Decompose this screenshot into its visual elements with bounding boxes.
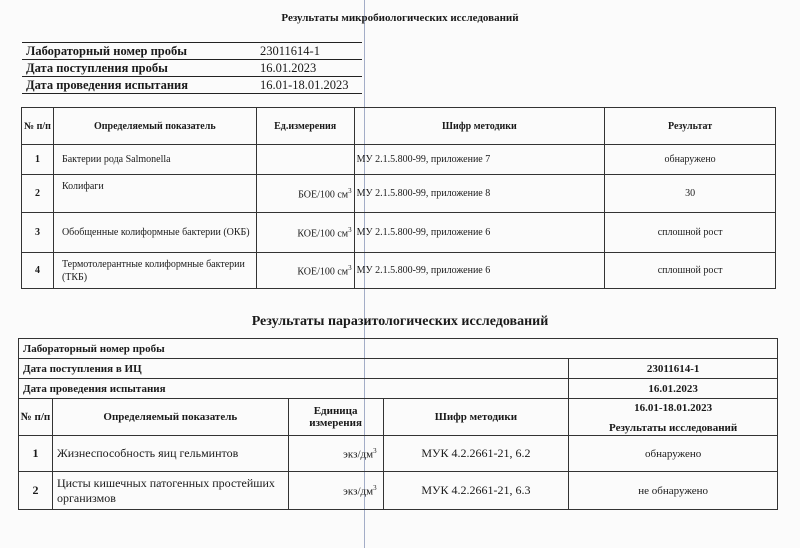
col-header-result: Результаты исследований [609, 422, 738, 434]
meta-label: Лабораторный номер пробы [19, 339, 778, 359]
meta-row [19, 339, 778, 359]
col-header-num: № п/п [19, 399, 53, 436]
meta-label: Дата проведения испытания [19, 379, 569, 399]
unit-text: экз/дм [343, 448, 374, 461]
unit-sup: 3 [373, 483, 377, 492]
meta-row [22, 43, 362, 60]
unit-text: экз/дм [343, 485, 374, 498]
row-num: 3 [22, 213, 54, 253]
table-row [19, 436, 778, 472]
row-num: 1 [19, 436, 53, 472]
meta-value: 23011614-1 [569, 359, 778, 379]
unit-sup: 3 [348, 186, 352, 195]
unit-sup: 3 [373, 446, 377, 455]
row-method: МУ 2.1.5.800-99, приложение 6 [354, 213, 605, 253]
unit-text: БОЕ/100 см [298, 189, 349, 201]
meta-value: 16.01-18.01.2023 [256, 77, 362, 94]
row-unit [288, 472, 383, 510]
row-method: МУ 2.1.5.800-99, приложение 7 [354, 145, 605, 175]
row-result: не обнаружено [569, 472, 778, 510]
col-header-unit: Единица измерения [288, 399, 383, 436]
row-indicator: Бактерии рода Salmonella [53, 145, 256, 175]
row-indicator: Термотолерантные колиформные бактерии (ТКБ) [53, 253, 256, 289]
row-method: МУК 4.2.2661-21, 6.3 [383, 472, 569, 510]
row-unit [256, 213, 354, 253]
micro-title: Результаты микробиологических исследований [281, 12, 519, 24]
table-row [22, 145, 776, 175]
meta-row [22, 77, 362, 94]
extra-date-cell [569, 399, 778, 436]
row-num: 2 [22, 175, 54, 213]
table-header-row [22, 108, 776, 145]
meta-row [19, 379, 778, 399]
meta-value: 23011614-1 [256, 43, 362, 60]
row-result: сплошной рост [605, 253, 776, 289]
row-unit [256, 175, 354, 213]
row-indicator: Жизнеспособность яиц гельминтов [52, 436, 288, 472]
row-indicator: Цисты кишечных патогенных простейших организмов [52, 472, 288, 510]
table-row [22, 213, 776, 253]
row-num: 2 [19, 472, 53, 510]
row-num: 4 [22, 253, 54, 289]
table-header-row [19, 399, 778, 436]
meta-value: 16.01.2023 [569, 379, 778, 399]
meta-label: Дата поступления пробы [22, 60, 256, 77]
row-unit [256, 253, 354, 289]
meta-label: Дата поступления в ИЦ [19, 359, 569, 379]
row-result: сплошной рост [605, 213, 776, 253]
col-header-indicator: Определяемый показатель [53, 108, 256, 145]
row-method: МУ 2.1.5.800-99, приложение 6 [354, 253, 605, 289]
col-header-result: Результат [605, 108, 776, 145]
row-result: обнаружено [569, 436, 778, 472]
extra-date-value: 16.01-18.01.2023 [634, 402, 713, 414]
row-num: 1 [22, 145, 54, 175]
row-indicator: Колифаги [53, 175, 256, 213]
col-header-num: № п/п [22, 108, 54, 145]
unit-sup: 3 [348, 225, 352, 234]
parasit-title: Результаты паразитологических исследований [251, 314, 549, 329]
row-result: 30 [605, 175, 776, 213]
col-header-method: Шифр методики [383, 399, 569, 436]
table-row [22, 175, 776, 213]
row-indicator: Обобщенные колиформные бактерии (ОКБ) [53, 213, 256, 253]
col-header-unit: Ед.измерения [256, 108, 354, 145]
row-method: МУ 2.1.5.800-99, приложение 8 [354, 175, 605, 213]
table-row [22, 253, 776, 289]
unit-text: КОЕ/100 см [297, 228, 349, 240]
micro-meta-table [22, 42, 362, 94]
meta-row [22, 60, 362, 77]
row-result: обнаружено [605, 145, 776, 175]
meta-label: Лабораторный номер пробы [22, 43, 256, 60]
row-method: МУК 4.2.2661-21, 6.2 [383, 436, 569, 472]
meta-label: Дата проведения испытания [22, 77, 256, 94]
row-unit [256, 145, 354, 175]
unit-sup: 3 [348, 263, 352, 272]
col-header-indicator: Определяемый показатель [52, 399, 288, 436]
col-header-method: Шифр методики [354, 108, 605, 145]
unit-text: КОЕ/100 см [297, 266, 349, 278]
meta-row [19, 359, 778, 379]
meta-value: 16.01.2023 [256, 60, 362, 77]
parasit-results-table [18, 338, 778, 510]
row-unit [288, 436, 383, 472]
table-row [19, 472, 778, 510]
micro-results-table [21, 107, 776, 289]
